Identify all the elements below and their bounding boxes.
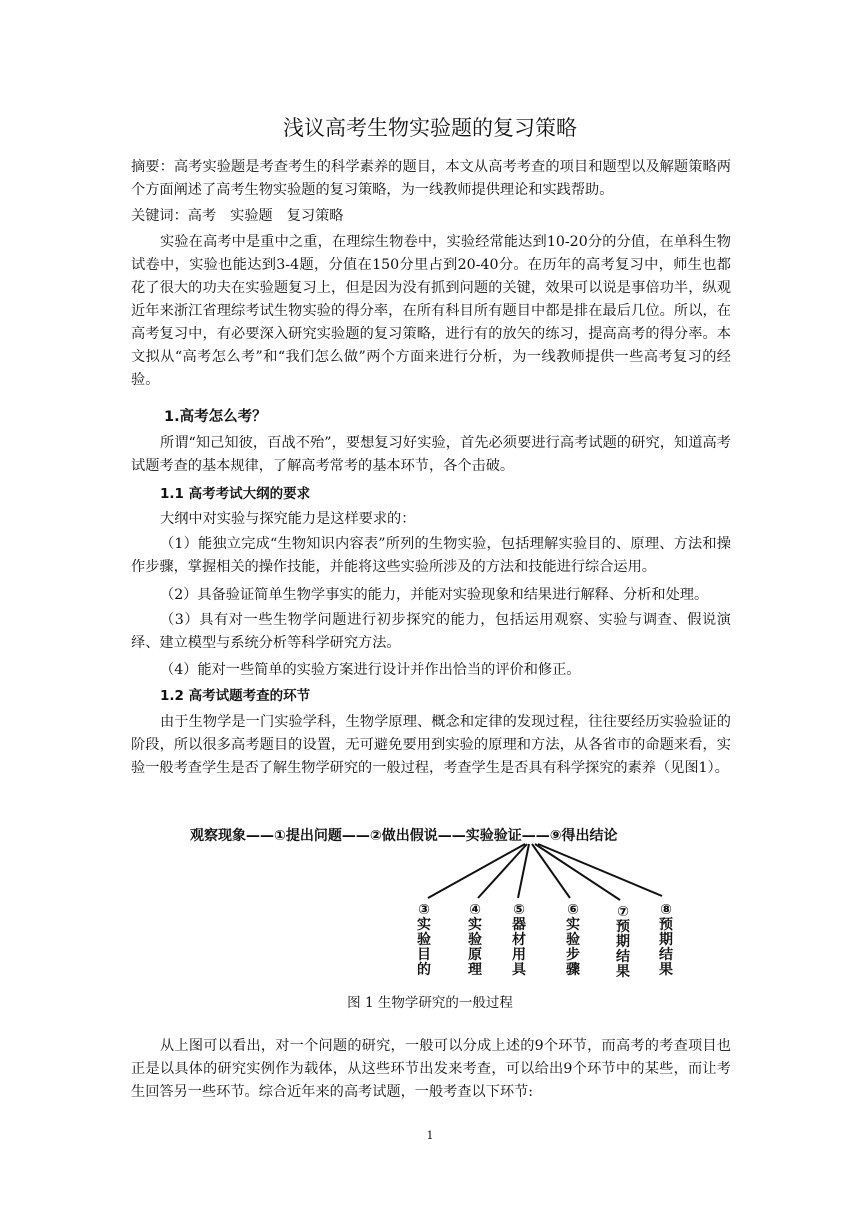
keywords-line [131, 205, 731, 228]
requirement-item-3: （3）具有对一些生物学问题进行初步探究的能力，包括运用观察、实验与调查、假说演绎、建立模型与系统分析等科学研究方法。 [131, 612, 731, 651]
closing-paragraph: 从上图可以看出，对一个问题的研究，一般可以分成上述的9个环节，而高考的考查项目也正是以具体的研究实例作为载体，从这些环节出发来考查，可以给出9个环节中的某些，而让考生回答另一些环节。综合近年来的高考试题，一般考查以下环节: [131, 1038, 731, 1100]
branch-label: ③ 实验目的 [417, 902, 431, 978]
connector-line [538, 844, 662, 896]
intro-paragraph: 实验在高考中是重中之重，在理综生物卷中，实验经常能达到10-20分的分值，在单科生物试卷中，实验也能达到3-4题，分值在150分里占到20-40分。在历年的高考复习中，师生也都花了很大的功夫在实验题复习上，但是因为没有抓到问题的关键，效果可以说是事倍功半，纵观近年来浙江省理综考试生物实验的得分率，在所有科目所有题目中都是排在最后几位。所以，在高考复习中，有必要深入研究实验题的复习策略，进行有的放矢的练习，提高高考的得分率。本文拟从“高考怎么考”和“我们怎么做”两个方面来进行分析，为一线教师提供一些高考复习的经验。 [131, 234, 731, 388]
section-1-1-intro: 大纲中对实验与探究能力是这样要求的： [160, 511, 416, 527]
document-title: 浅议高考生物实验题的复习策略 [283, 116, 577, 140]
diagram-connectors [428, 844, 662, 900]
section-1-2-paragraph: 由于生物学是一门实验学科，生物学原理、概念和定律的发现过程，往往要经历实验验证的阶段，所以很多高考题目的设置，无可避免要用到实验的原理和方法，从各省市的命题来看，实验一般考查学生是否了解生物学研究的一般过程，考查学生是否具有科学探究的素养（见图1）。 [131, 714, 731, 776]
keywords-label: 关键词： [131, 208, 188, 224]
branch-label: ⑤ 器材用具 [512, 902, 526, 978]
requirement-item-2: （2）具备验证简单生物学事实的能力，并能对实验现象和结果进行解释、分析和处理。 [160, 587, 709, 603]
diagram-branches [417, 902, 673, 980]
branch-label: ⑧ 预期结果 [659, 902, 673, 978]
keyword-item: 实验题 [230, 208, 273, 224]
connector-line [532, 844, 570, 898]
section-1-paragraph: 所谓“知己知彼，百战不殆”，要想复习好实验，首先必须要进行高考试题的研究，知道高考试题考查的基本规律，了解高考常考的基本环节，各个击破。 [131, 435, 731, 474]
diagram-top-row: 观察现象——①提出问题——②做出假说——实验验证——⑨得出结论 [190, 828, 618, 844]
section-1-2-heading: 1.2 高考试题考查的环节 [160, 688, 311, 704]
requirement-item-1: （1）能独立完成“生物知识内容表”所列的生物实验，包括理解实验目的、原理、方法和操作步骤，掌握相关的操作技能，并能将这些实验所涉及的方法和技能进行综合运用。 [131, 536, 731, 575]
branch-label: ⑥ 实验步骤 [566, 902, 580, 978]
section-1-heading: 1.高考怎么考？ [164, 409, 267, 425]
connector-line [428, 844, 525, 898]
branch-label: ④ 实验原理 [468, 902, 482, 978]
page-number: 1 [426, 1129, 434, 1142]
abstract: 摘要：高考实验题是考查考生的科学素养的题目，本文从高考考查的项目和题型以及解题策略两个方面阐述了高考生物实验题的复习策略，为一线教师提供理论和实践帮助。 [131, 159, 731, 198]
research-process-diagram [180, 818, 680, 988]
figure-caption: 图 1 生物学研究的一般过程 [347, 995, 513, 1011]
branch-label: ⑦ 预期结果 [616, 904, 630, 980]
keyword-item: 高考 [187, 208, 217, 224]
requirement-item-4: （4）能对一些简单的实验方案进行设计并作出恰当的评价和修正。 [160, 662, 581, 678]
keyword-item: 复习策略 [286, 208, 344, 224]
section-1-1-heading: 1.1 高考考试大纲的要求 [160, 486, 311, 502]
